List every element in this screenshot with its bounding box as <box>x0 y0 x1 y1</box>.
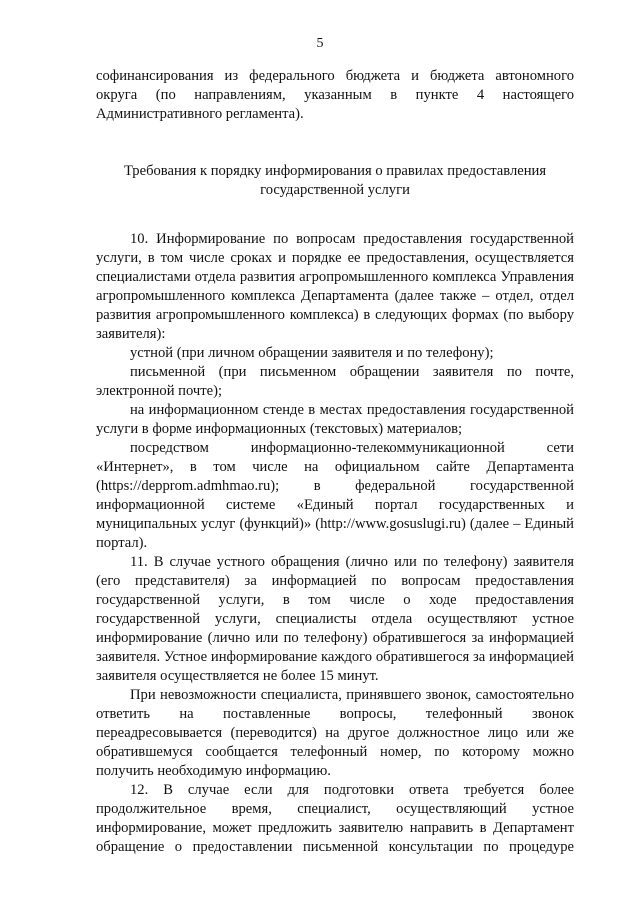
paragraph-stand: на информационном стенде в местах предоставления государственной услуги в форме информационных (текстовых) материалов; <box>96 402 574 437</box>
document-body <box>96 67 574 857</box>
paragraph-internet: посредством информационно-телекоммуникационной сети «Интернет», в том числе на официальном сайте Департамента (https://depprom.admhmao.ru); в федеральной государственной информационной системе «Единый портал государственных и муниципальных услуг (функций)» (http://www.gosuslugi.ru) (далее – Единый портал). <box>96 440 574 551</box>
paragraph-written: письменной (при письменном обращении заявителя по почте, электронной почте); <box>96 364 574 399</box>
paragraph-11: 11. В случае устного обращения (лично или по телефону) заявителя (его представителя) за информацией по вопросам предоставления государственной услуги, в том числе о ходе предоставления государственной услуги, специалисты отдела осуществляют устное информирование (лично или по телефону) обратившегося за информацией заявителя. Устное информирование каждого обратившегося за информацией заявителя осуществляется не более 15 минут. <box>96 554 574 684</box>
paragraph-redirect: При невозможности специалиста, принявшего звонок, самостоятельно ответить на поставленные вопросы, телефонный звонок переадресовывается (переводится) на другое должностное лицо или же обратившемуся сообщается телефонный номер, по которому можно получить необходимую информацию. <box>96 687 574 779</box>
section-heading <box>96 162 574 200</box>
heading-line-2: государственной услуги <box>260 182 410 198</box>
paragraph-10: 10. Информирование по вопросам предоставления государственной услуги, в том числе сроках и порядке ее предоставления, осуществляется специалистами отдела развития агропромышленного комплекса Управления агропромышленного комплекса Департамента (далее также – отдел, отдел развития агропромышленного комплекса) в следующих формах (по выбору заявителя): <box>96 231 574 342</box>
paragraph-intro: софинансирования из федерального бюджета и бюджета автономного округа (по направлениям, указанным в пункте 4 настоящего Административного регламента). <box>96 68 574 122</box>
paragraph-oral: устной (при личном обращении заявителя и по телефону); <box>130 345 494 361</box>
paragraph-12: 12. В случае если для подготовки ответа требуется более продолжительное время, специалист, осуществляющий устное информирование, может предложить заявителю направить в Департамент обращение о предоставлении письменной консультации по процедуре <box>96 782 574 855</box>
page-number: 5 <box>316 36 324 51</box>
heading-line-1: Требования к порядку информирования о правилах предоставления <box>123 163 547 179</box>
